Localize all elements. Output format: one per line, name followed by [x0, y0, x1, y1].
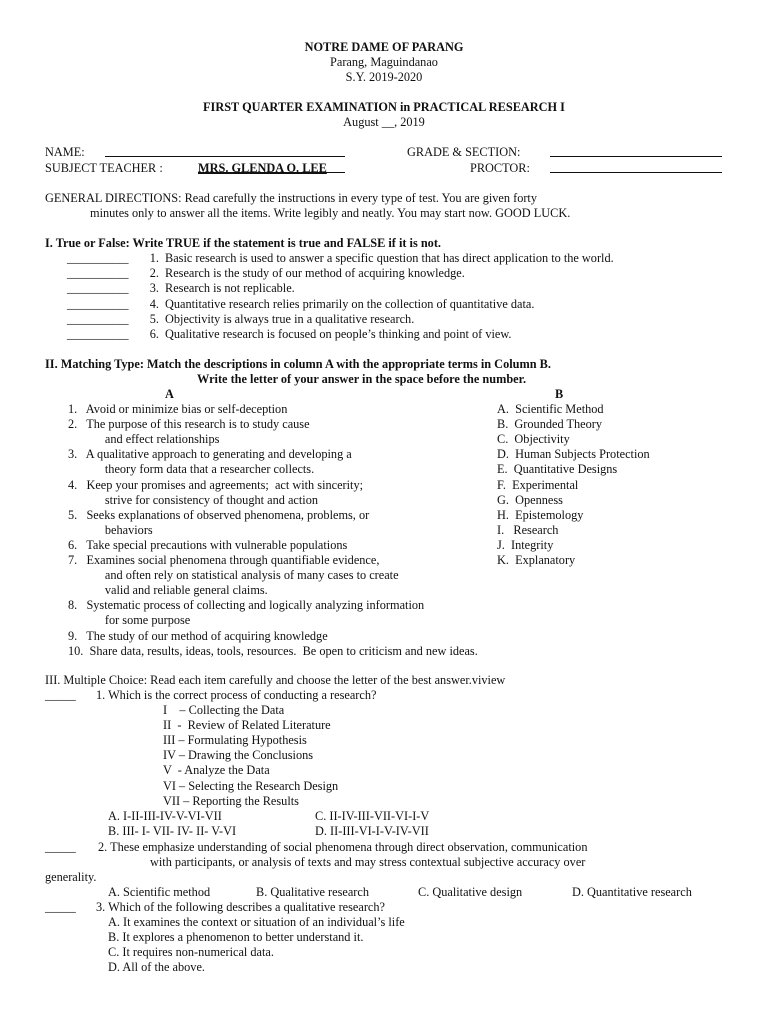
q1-blank[interactable]: _____: [45, 688, 76, 702]
answer-blank[interactable]: __________: [67, 311, 129, 326]
column-a-line: 3. A qualitative approach to generating and developing a: [68, 447, 352, 462]
school-location: Parang, Maguindanao: [330, 55, 438, 69]
answer-blank[interactable]: __________: [67, 266, 129, 281]
answer-blank[interactable]: __________: [67, 327, 129, 341]
q1-choice-a[interactable]: A. I-II-III-IV-V-VI-VII: [108, 809, 222, 823]
grade-blank[interactable]: [550, 145, 722, 157]
column-b-term: G. Openness: [497, 492, 563, 507]
q3-choice-c[interactable]: C. It requires non-numerical data.: [108, 945, 274, 959]
q2-line2: with participants, or analysis of texts and may stress contextual subjective accuracy over: [150, 855, 586, 869]
column-a-line: valid and reliable general claims.: [68, 583, 268, 598]
column-b-term: E. Quantitative Designs: [497, 462, 618, 477]
q2-line3: generality.: [45, 870, 97, 884]
item-text: Research is the study of our method of acquiring knowledge.: [165, 266, 465, 281]
column-b-term: I. Research: [497, 522, 559, 537]
answer-blank[interactable]: __________: [67, 251, 129, 265]
exam-title: FIRST QUARTER EXAMINATION in PRACTICAL RESEARCH I: [203, 100, 565, 114]
proctor-blank[interactable]: [550, 161, 722, 173]
column-b-term: C. Objectivity: [497, 432, 570, 447]
q3-choice-d[interactable]: D. All of the above.: [108, 960, 205, 974]
column-b-term: J. Integrity: [497, 537, 554, 552]
q3-text: 3. Which of the following describes a qualitative research?: [96, 900, 385, 914]
item-number: 5.: [149, 311, 159, 326]
item-number: 3.: [149, 281, 159, 296]
item-text: Research is not replicable.: [165, 281, 295, 296]
column-a-line: 4. Keep your promises and agreements; act with sincerity;: [68, 477, 364, 492]
process-step: III – Formulating Hypothesis: [163, 733, 307, 748]
part3-heading: III. Multiple Choice: Read each item carefully and choose the letter of the best answer.viview: [45, 673, 506, 687]
q1-choice-b[interactable]: B. III- I- VII- IV- II- V-VI: [108, 824, 237, 838]
item-number: 4.: [149, 296, 159, 311]
q2-choice-a[interactable]: A. Scientific method: [108, 885, 211, 899]
column-a-header: A: [165, 387, 174, 401]
column-a-line: and often rely on statistical analysis of many cases to create: [68, 568, 399, 583]
part1-heading: I. True or False: Write TRUE if the statement is true and FALSE if it is not.: [45, 236, 441, 250]
column-a-line: 2. The purpose of this research is to study cause: [68, 417, 310, 432]
q3-choice-b[interactable]: B. It explores a phenomenon to better understand it.: [108, 930, 364, 944]
proctor-label: PROCTOR:: [470, 161, 530, 175]
column-b-header: B: [555, 387, 564, 401]
q1-text: 1. Which is the correct process of conducting a research?: [96, 688, 377, 702]
column-b-term: D. Human Subjects Protection: [497, 447, 650, 462]
process-step: VII – Reporting the Results: [163, 793, 299, 808]
school-name: NOTRE DAME OF PARANG: [304, 40, 464, 54]
column-a-line: 1. Avoid or minimize bias or self-deception: [68, 402, 288, 416]
item-number: 1.: [149, 251, 159, 265]
process-step: V - Analyze the Data: [163, 763, 270, 778]
column-b-term: A. Scientific Method: [497, 402, 604, 416]
column-b-term: B. Grounded Theory: [497, 417, 602, 432]
q3-blank[interactable]: _____: [45, 900, 76, 914]
item-text: Quantitative research relies primarily on the collection of quantitative data.: [165, 296, 535, 311]
teacher-underline: [198, 161, 345, 173]
answer-blank[interactable]: __________: [67, 281, 129, 296]
process-step: IV – Drawing the Conclusions: [163, 748, 314, 763]
name-blank[interactable]: [105, 145, 345, 157]
q2-line1: 2. These emphasize understanding of social phenomena through direct observation, communication: [98, 840, 588, 854]
column-a-line: 7. Examines social phenomena through quantifiable evidence,: [68, 553, 380, 567]
q2-choice-d[interactable]: D. Quantitative research: [572, 885, 692, 899]
q1-choice-c[interactable]: C. II-IV-III-VII-VI-I-V: [315, 809, 430, 823]
column-b-term: K. Explanatory: [497, 553, 576, 567]
directions-line1: GENERAL DIRECTIONS: Read carefully the instructions in every type of test. You are given forty: [45, 191, 538, 205]
column-a-line: 5. Seeks explanations of observed phenomena, problems, or: [68, 507, 370, 522]
q1-choice-d[interactable]: D. II-III-VI-I-V-IV-VII: [315, 824, 429, 838]
process-step: I – Collecting the Data: [163, 703, 285, 717]
column-a-line: 10. Share data, results, ideas, tools, resources. Be open to criticism and new ideas.: [68, 643, 478, 658]
column-b-term: F. Experimental: [497, 477, 579, 492]
exam-date: August __, 2019: [343, 115, 425, 129]
column-b-term: H. Epistemology: [497, 507, 584, 522]
q2-choice-c[interactable]: C. Qualitative design: [418, 885, 523, 899]
column-a-line: theory form data that a researcher collects.: [68, 462, 315, 477]
name-label: NAME:: [45, 145, 85, 159]
item-text: Objectivity is always true in a qualitative research.: [165, 311, 415, 326]
process-step: VI – Selecting the Research Design: [163, 778, 339, 793]
q2-choice-b[interactable]: B. Qualitative research: [256, 885, 370, 899]
item-number: 2.: [149, 266, 159, 281]
column-a-line: 9. The study of our method of acquiring knowledge: [68, 628, 328, 643]
school-year: S.Y. 2019-2020: [345, 70, 423, 84]
item-text: Qualitative research is focused on people’s thinking and point of view.: [165, 327, 512, 341]
grade-label: GRADE & SECTION:: [407, 145, 521, 159]
part2-heading1: II. Matching Type: Match the descriptions in column A with the appropriate terms in Column B.: [45, 357, 551, 371]
item-text: Basic research is used to answer a specific question that has direct application to the world.: [165, 251, 614, 265]
item-number: 6.: [149, 327, 159, 341]
column-a-line: for some purpose: [68, 613, 191, 628]
column-a-line: 6. Take special precautions with vulnerable populations: [68, 537, 348, 552]
answer-blank[interactable]: __________: [67, 296, 129, 311]
column-a-line: 8. Systematic process of collecting and logically analyzing information: [68, 598, 425, 613]
process-step: II - Review of Related Literature: [163, 718, 331, 733]
part2-heading2: Write the letter of your answer in the space before the number.: [197, 372, 527, 386]
teacher-label: SUBJECT TEACHER :: [45, 161, 163, 175]
q2-blank[interactable]: _____: [45, 840, 76, 854]
column-a-line: behaviors: [68, 522, 153, 537]
q3-choice-a[interactable]: A. It examines the context or situation of an individual’s life: [108, 915, 405, 929]
directions-line2: minutes only to answer all the items. Write legibly and neatly. You may start now. GOOD LUCK.: [90, 206, 571, 220]
column-a-line: strive for consistency of thought and action: [68, 492, 318, 507]
column-a-line: and effect relationships: [68, 432, 220, 447]
teacher-name: MRS. GLENDA O. LEE: [198, 161, 327, 175]
